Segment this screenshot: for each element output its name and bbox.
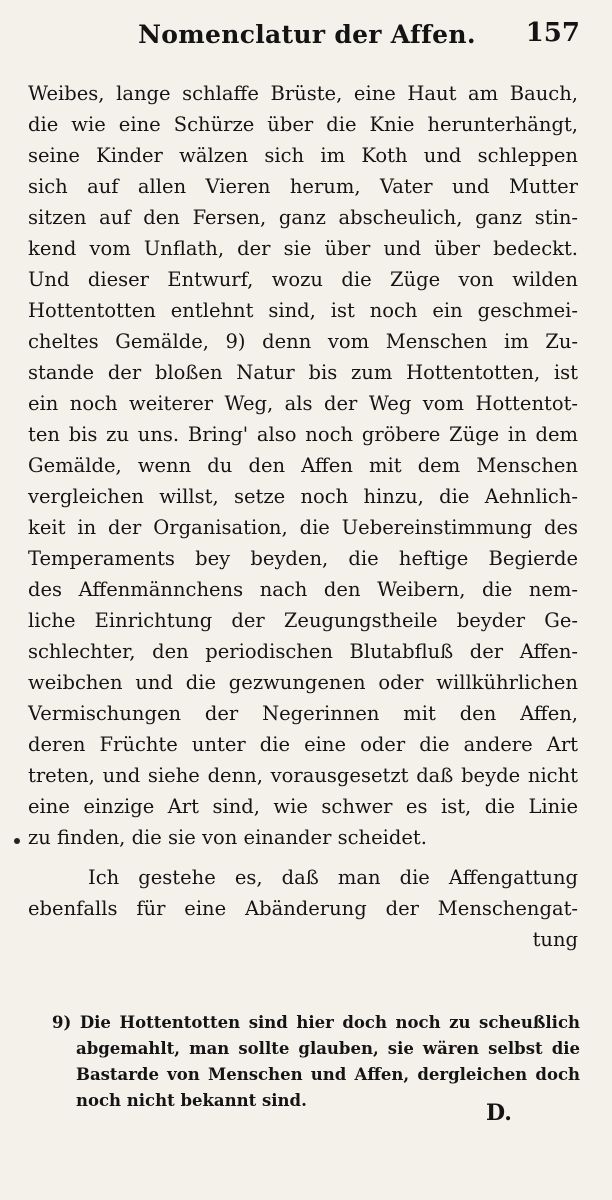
text-line: seine Kinder wälzen sich im Koth und schleppen: [28, 144, 578, 167]
text-line: sich auf allen Vieren herum, Vater und Mutter: [28, 175, 578, 198]
text-line: vergleichen willst, setze noch hinzu, die Aehnlich-: [28, 485, 578, 508]
footnote-line: noch nicht bekannt sind.: [76, 1091, 307, 1110]
text-line: stande der bloßen Natur bis zum Hottentotten, ist: [28, 361, 578, 384]
text-line: treten, und siehe denn, vorausgesetzt daß beyde nicht: [28, 764, 578, 787]
text-line: schlechter, den periodischen Blutabfluß der Affen-: [28, 640, 578, 663]
text-line: Hottentotten entlehnt sind, ist noch ein geschmei-: [28, 299, 578, 322]
running-title: Nomenclatur der Affen.: [138, 20, 476, 49]
text-line: des Affenmännchens nach den Weibern, die nem-: [28, 578, 578, 601]
paragraph-2: [28, 862, 578, 955]
footnote-line: Bastarde von Menschen und Affen, dergleichen doch: [76, 1065, 580, 1084]
text-line: weibchen und die gezwungenen oder willkührlichen: [28, 671, 578, 694]
text-line: Temperaments bey beyden, die heftige Begierde: [28, 547, 578, 570]
author-signature: D.: [486, 1100, 512, 1126]
text-line: cheltes Gemälde, 9) denn vom Menschen im Zu-: [28, 330, 578, 353]
page-header: [34, 18, 580, 54]
footnote-line: abgemahlt, man sollte glauben, sie wären selbst die: [76, 1039, 580, 1058]
text-line: ein noch weiterer Weg, als der Weg vom Hottentot-: [28, 392, 578, 415]
text-line: Ich gestehe es, daß man die Affengattung: [88, 866, 578, 889]
text-line: Weibes, lange schlaffe Brüste, eine Haut am Bauch,: [28, 82, 578, 105]
text-line: kend vom Unflath, der sie über und über bedeckt.: [28, 237, 578, 260]
footnote-line: 9) Die Hottentotten sind hier doch noch zu scheußlich: [52, 1013, 580, 1032]
text-line: deren Früchte unter die eine oder die andere Art: [28, 733, 578, 756]
catchword: tung: [532, 928, 578, 951]
text-line: eine einzige Art sind, wie schwer es ist, die Linie: [28, 795, 578, 818]
paragraph-1: [28, 78, 578, 853]
text-line: liche Einrichtung der Zeugungstheile beyder Ge-: [28, 609, 578, 632]
text-line: keit in der Organisation, die Uebereinstimmung des: [28, 516, 578, 539]
page-number: 157: [525, 18, 580, 48]
text-line: die wie eine Schürze über die Knie herunterhängt,: [28, 113, 578, 136]
text-line: Gemälde, wenn du den Affen mit dem Menschen: [28, 454, 578, 477]
text-line: Und dieser Entwurf, wozu die Züge von wilden: [28, 268, 578, 291]
ink-speck: [14, 838, 20, 844]
text-line: Vermischungen der Negerinnen mit den Affen,: [28, 702, 578, 725]
text-line: ten bis zu uns. Bring' also noch gröbere Züge in dem: [28, 423, 578, 446]
text-line: zu finden, die sie von einander scheidet.: [28, 826, 427, 849]
footnote: [52, 1010, 580, 1114]
text-line: ebenfalls für eine Abänderung der Menschengat-: [28, 897, 578, 920]
text-line: sitzen auf den Fersen, ganz abscheulich, ganz stin-: [28, 206, 578, 229]
